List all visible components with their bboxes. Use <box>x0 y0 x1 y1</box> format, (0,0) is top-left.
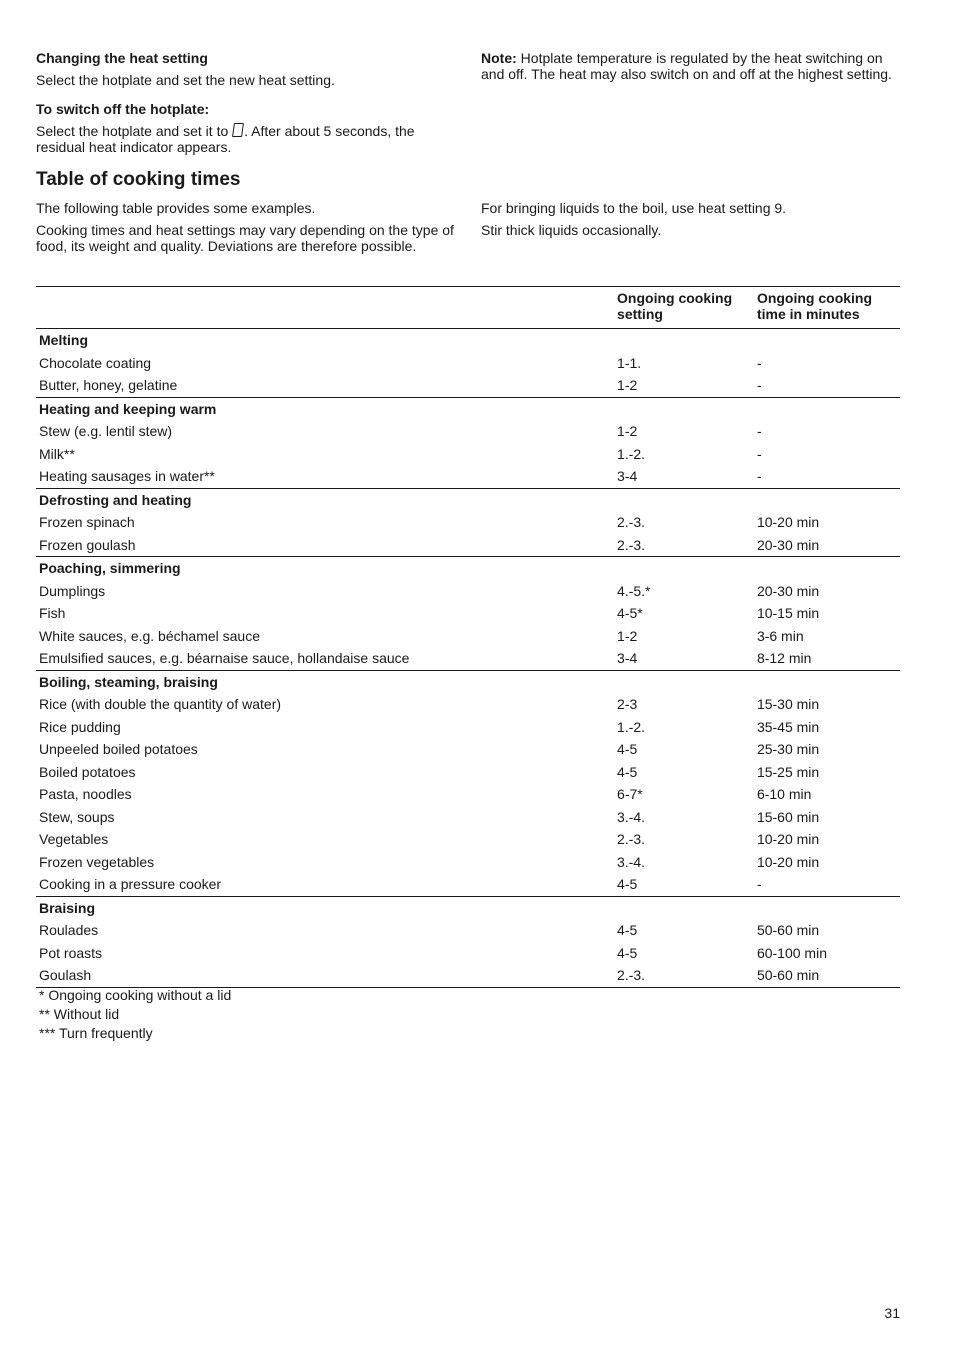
footnote-single-star: * Ongoing cooking without a lid <box>39 987 232 1003</box>
table-row <box>36 443 900 466</box>
table-row <box>36 534 900 557</box>
food-cell: Fish <box>39 605 66 622</box>
setting-cell: 1.-2. <box>617 718 646 735</box>
setting-cell: 2.-3. <box>617 536 646 553</box>
table-row <box>36 761 900 784</box>
table-body <box>36 329 900 988</box>
table-row <box>36 420 900 443</box>
time-cell: 10-20 min <box>756 831 820 848</box>
intro-left <box>36 200 456 260</box>
table-header-row <box>36 287 900 329</box>
setting-cell: 1.-2. <box>617 445 646 462</box>
food-cell: Rice (with double the quantity of water) <box>39 696 282 713</box>
food-cell: Vegetables <box>39 831 109 848</box>
food-cell: Emulsified sauces, e.g. béarnaise sauce, hollandaise sauce <box>39 650 410 667</box>
header-time: Ongoing cooking time in minutes <box>754 287 900 329</box>
intro-boil: For bringing liquids to the boil, use heat setting 9. <box>481 200 787 216</box>
page-number: 31 <box>884 1305 900 1321</box>
time-cell: 15-25 min <box>756 763 820 780</box>
table-row <box>36 919 900 942</box>
time-cell: - <box>756 445 762 462</box>
setting-cell: 4-5 <box>617 741 638 758</box>
zero-setting-icon <box>232 123 244 137</box>
intro-variation: Cooking times and heat settings may vary depending on the type of food, its weight and quality. Deviations are therefore possible. <box>36 222 454 254</box>
time-cell: - <box>756 468 762 485</box>
time-cell: 50-60 min <box>756 922 820 939</box>
time-cell: - <box>756 876 762 893</box>
setting-cell: 2-3 <box>617 696 638 713</box>
table-group-row <box>36 557 900 580</box>
setting-cell: 1-2 <box>617 627 638 644</box>
group-title: Melting <box>36 329 900 352</box>
time-cell: 20-30 min <box>756 536 820 553</box>
table-row <box>36 511 900 534</box>
food-cell: Heating sausages in water** <box>39 468 215 485</box>
table-row <box>36 873 900 896</box>
setting-cell: 1-1. <box>617 354 642 371</box>
table-row <box>36 942 900 965</box>
setting-cell: 3.-4. <box>617 853 646 870</box>
table-row <box>36 580 900 603</box>
note-label: Note: <box>481 50 517 66</box>
table-row <box>36 716 900 739</box>
time-cell: 20-30 min <box>756 582 820 599</box>
food-cell: Butter, honey, gelatine <box>39 377 178 394</box>
table-row <box>36 828 900 851</box>
table-row <box>36 647 900 670</box>
section-title: Table of cooking times <box>36 169 241 190</box>
text-changing-heat: Select the hotplate and set the new heat setting. <box>36 72 335 88</box>
table-row <box>36 465 900 488</box>
text-switch-off-start: Select the hotplate and set it to <box>36 123 233 139</box>
table-row <box>36 738 900 761</box>
food-cell: Boiled potatoes <box>39 763 136 780</box>
table-row <box>36 783 900 806</box>
setting-cell: 4-5 <box>617 922 638 939</box>
setting-cell: 3.-4. <box>617 808 646 825</box>
time-cell: 3-6 min <box>756 627 804 644</box>
setting-cell: 6-7* <box>617 786 643 803</box>
heading-switch-off: To switch off the hotplate: <box>36 101 210 117</box>
intro-right <box>481 200 901 244</box>
time-cell: 10-20 min <box>756 514 820 531</box>
table-row <box>36 851 900 874</box>
setting-cell: 4-5 <box>617 763 638 780</box>
left-column <box>36 50 456 161</box>
food-cell: Stew (e.g. lentil stew) <box>39 423 173 440</box>
intro-stir: Stir thick liquids occasionally. <box>481 222 662 238</box>
time-cell: 8-12 min <box>756 650 812 667</box>
table-group-row <box>36 670 900 693</box>
setting-cell: 4-5 <box>617 944 638 961</box>
food-cell: Frozen spinach <box>39 514 135 531</box>
group-title: Boiling, steaming, braising <box>36 670 900 693</box>
food-cell: Pasta, noodles <box>39 786 132 803</box>
food-cell: Cooking in a pressure cooker <box>39 876 222 893</box>
setting-cell: 4-5 <box>617 876 638 893</box>
right-column <box>481 50 901 95</box>
group-title: Heating and keeping warm <box>36 397 900 420</box>
text-switch-off-end: . After about 5 seconds, the residual heat indicator appears. <box>36 123 415 155</box>
time-cell: 10-15 min <box>756 605 820 622</box>
food-cell: Dumplings <box>39 582 106 599</box>
header-setting: Ongoing cooking setting <box>614 287 754 329</box>
setting-cell: 2.-3. <box>617 831 646 848</box>
note-paragraph <box>481 50 901 82</box>
setting-cell: 2.-3. <box>617 514 646 531</box>
text-switch-off <box>36 123 456 155</box>
group-title: Braising <box>36 896 900 919</box>
food-cell: White sauces, e.g. béchamel sauce <box>39 627 261 644</box>
time-cell: 10-20 min <box>756 853 820 870</box>
food-cell: Goulash <box>36 964 614 987</box>
note-text: Hotplate temperature is regulated by the heat switching on and off. The heat may also switch on and off at the highest setting. <box>481 50 892 82</box>
food-cell: Stew, soups <box>39 808 115 825</box>
table-row <box>36 964 900 987</box>
table-row <box>36 806 900 829</box>
footnotes <box>39 986 231 1043</box>
setting-cell: 2.-3. <box>614 964 754 987</box>
food-cell: Frozen vegetables <box>39 853 155 870</box>
setting-cell: 1-2 <box>617 377 638 394</box>
food-cell: Chocolate coating <box>39 354 152 371</box>
table-row <box>36 352 900 375</box>
time-cell: 60-100 min <box>756 944 827 961</box>
time-cell: 25-30 min <box>756 741 820 758</box>
setting-cell: 4-5* <box>617 605 643 622</box>
food-cell: Roulades <box>39 922 99 939</box>
table-row <box>36 693 900 716</box>
setting-cell: 3-4 <box>617 650 638 667</box>
time-cell: - <box>756 423 762 440</box>
food-cell: Rice pudding <box>39 718 121 735</box>
time-cell: 50-60 min <box>754 964 900 987</box>
intro-examples: The following table provides some examples. <box>36 200 316 216</box>
time-cell: - <box>756 354 762 371</box>
table-group-row <box>36 896 900 919</box>
footnote-double-star: ** Without lid <box>39 1006 120 1022</box>
food-cell: Frozen goulash <box>39 536 136 553</box>
setting-cell: 3-4 <box>617 468 638 485</box>
header-food <box>36 287 614 329</box>
time-cell: - <box>756 377 762 394</box>
group-title: Defrosting and heating <box>36 488 900 511</box>
cooking-times-table <box>36 286 900 988</box>
group-title: Poaching, simmering <box>36 557 900 580</box>
table-row <box>36 602 900 625</box>
setting-cell: 1-2 <box>617 423 638 440</box>
table-group-row <box>36 488 900 511</box>
table-row <box>36 374 900 397</box>
food-cell: Milk** <box>39 445 75 462</box>
time-cell: 15-60 min <box>756 808 820 825</box>
table-group-row <box>36 329 900 352</box>
food-cell: Pot roasts <box>39 944 103 961</box>
time-cell: 15-30 min <box>756 696 820 713</box>
table-row <box>36 625 900 648</box>
setting-cell: 4.-5.* <box>617 582 651 599</box>
table-group-row <box>36 397 900 420</box>
food-cell: Unpeeled boiled potatoes <box>39 741 198 758</box>
time-cell: 6-10 min <box>756 786 812 803</box>
footnote-triple-star: *** Turn frequently <box>39 1025 153 1041</box>
heading-changing-heat: Changing the heat setting <box>36 50 208 66</box>
time-cell: 35-45 min <box>756 718 820 735</box>
